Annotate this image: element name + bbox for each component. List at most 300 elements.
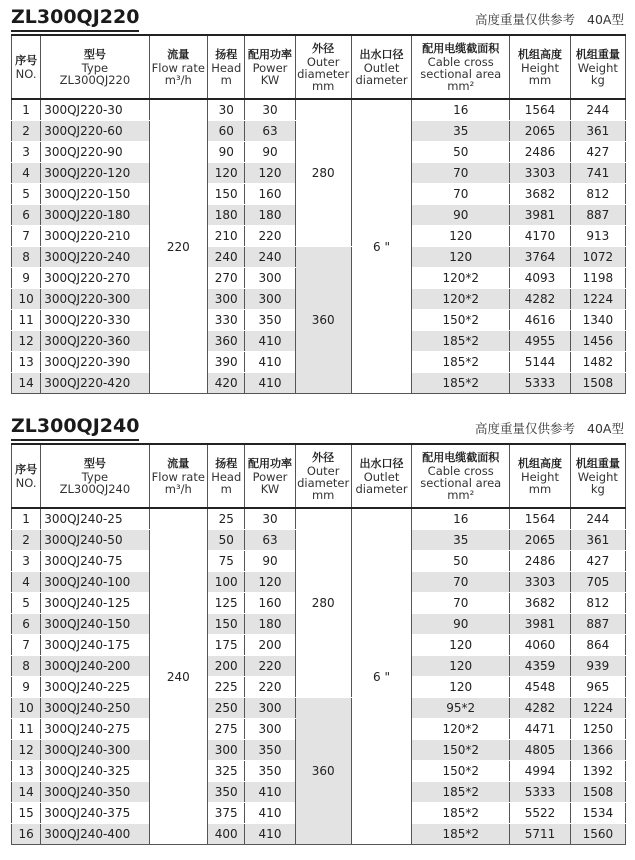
row-power: 63	[245, 530, 295, 551]
row-no: 8	[12, 656, 41, 677]
section-title: ZL300QJ240	[11, 415, 139, 441]
header-cable-en2: sectional area	[420, 475, 502, 490]
row-height: 4282	[510, 698, 570, 719]
row-model: 300QJ240-175	[41, 635, 149, 656]
reference-note-type: 40A型	[587, 421, 624, 436]
row-height: 4955	[510, 331, 570, 352]
row-no: 1	[12, 508, 41, 530]
row-weight: 864	[570, 635, 625, 656]
row-cable: 50	[412, 142, 510, 163]
row-height: 3303	[510, 163, 570, 184]
table-row	[12, 508, 626, 530]
row-head: 270	[207, 268, 245, 289]
header-no-en: NO.	[15, 475, 37, 490]
header-cable-en2: sectional area	[420, 66, 502, 81]
row-no: 11	[12, 719, 41, 740]
row-no: 3	[12, 142, 41, 163]
row-power: 300	[245, 268, 295, 289]
row-height: 3682	[510, 593, 570, 614]
row-power: 120	[245, 572, 295, 593]
row-power: 180	[245, 614, 295, 635]
row-head: 300	[207, 289, 245, 310]
header-head-en2: m	[220, 481, 232, 496]
row-model: 300QJ220-240	[41, 247, 149, 268]
header-outer-en2: diameter	[297, 66, 350, 81]
header-cable-en1: Cable cross	[427, 54, 494, 69]
reference-note-type: 40A型	[587, 12, 624, 27]
row-head: 330	[207, 310, 245, 331]
row-height: 4170	[510, 226, 570, 247]
row-no: 6	[12, 205, 41, 226]
row-head: 60	[207, 121, 245, 142]
header-weight-zh: 机组重量	[575, 456, 620, 470]
row-cable: 120*2	[412, 289, 510, 310]
header-no-zh: 序号	[15, 53, 38, 67]
table-header-row	[12, 444, 626, 508]
row-model: 300QJ220-270	[41, 268, 149, 289]
spec-table	[11, 34, 626, 394]
header-no	[12, 444, 41, 508]
row-height: 3682	[510, 184, 570, 205]
row-height: 4616	[510, 310, 570, 331]
header-power-en1: Power	[252, 469, 288, 484]
row-power: 410	[245, 824, 295, 845]
row-power: 300	[245, 289, 295, 310]
row-model: 300QJ240-125	[41, 593, 149, 614]
header-height	[510, 444, 570, 508]
header-head	[207, 35, 245, 99]
row-height: 3981	[510, 205, 570, 226]
row-model: 300QJ220-300	[41, 289, 149, 310]
row-height: 2486	[510, 551, 570, 572]
row-head: 375	[207, 803, 245, 824]
row-no: 15	[12, 803, 41, 824]
header-head-en1: Head	[211, 469, 242, 484]
row-height: 1564	[510, 508, 570, 530]
row-height: 2486	[510, 142, 570, 163]
row-cable: 35	[412, 530, 510, 551]
row-power: 200	[245, 635, 295, 656]
row-power: 220	[245, 656, 295, 677]
row-height: 5522	[510, 803, 570, 824]
header-flow-zh: 流量	[167, 456, 190, 470]
row-cable: 120*2	[412, 719, 510, 740]
row-cable: 70	[412, 163, 510, 184]
row-height: 1564	[510, 99, 570, 121]
row-weight: 913	[570, 226, 625, 247]
row-power: 410	[245, 352, 295, 373]
header-height-zh: 机组高度	[517, 47, 562, 61]
row-head: 25	[207, 508, 245, 530]
row-weight: 1456	[570, 331, 625, 352]
header-outlet-en1: Outlet	[363, 469, 400, 484]
header-weight-en2: kg	[590, 481, 605, 496]
row-head: 200	[207, 656, 245, 677]
row-cable: 120	[412, 247, 510, 268]
header-outer-en1: Outer	[306, 54, 340, 69]
row-cable: 70	[412, 593, 510, 614]
header-height-en2: mm	[528, 72, 552, 87]
row-power: 300	[245, 719, 295, 740]
header-type-en1: Type	[81, 60, 109, 75]
row-no: 2	[12, 121, 41, 142]
row-power: 350	[245, 761, 295, 782]
header-outlet-en2: diameter	[355, 481, 408, 496]
row-model: 300QJ240-375	[41, 803, 149, 824]
header-cable-en3: mm²	[447, 487, 475, 502]
outer-diameter-value: 280	[295, 508, 351, 698]
row-no: 14	[12, 373, 41, 394]
row-cable: 185*2	[412, 824, 510, 845]
header-height-en1: Height	[520, 60, 559, 75]
row-no: 11	[12, 310, 41, 331]
row-no: 1	[12, 99, 41, 121]
row-height: 5144	[510, 352, 570, 373]
header-height-en2: mm	[528, 481, 552, 496]
header-outlet	[351, 444, 411, 508]
row-power: 300	[245, 698, 295, 719]
header-outlet-en1: Outlet	[363, 60, 400, 75]
row-no: 4	[12, 572, 41, 593]
header-head-zh: 扬程	[215, 47, 238, 61]
row-weight: 741	[570, 163, 625, 184]
row-weight: 705	[570, 572, 625, 593]
header-type-en1: Type	[81, 469, 109, 484]
row-weight: 812	[570, 593, 625, 614]
row-height: 4093	[510, 268, 570, 289]
outer-diameter-value: 360	[295, 247, 351, 394]
row-no: 3	[12, 551, 41, 572]
row-weight: 244	[570, 508, 625, 530]
header-flow	[149, 444, 207, 508]
row-head: 120	[207, 163, 245, 184]
row-weight: 1482	[570, 352, 625, 373]
header-type	[41, 444, 149, 508]
row-cable: 120	[412, 635, 510, 656]
row-height: 4060	[510, 635, 570, 656]
row-cable: 185*2	[412, 373, 510, 394]
row-cable: 150*2	[412, 761, 510, 782]
header-outer	[295, 444, 351, 508]
section-title-row	[11, 4, 626, 34]
row-head: 180	[207, 205, 245, 226]
row-height: 3764	[510, 247, 570, 268]
row-power: 160	[245, 184, 295, 205]
row-weight: 1072	[570, 247, 625, 268]
row-power: 30	[245, 508, 295, 530]
row-power: 160	[245, 593, 295, 614]
row-head: 150	[207, 614, 245, 635]
outer-diameter-value: 280	[295, 99, 351, 247]
row-power: 63	[245, 121, 295, 142]
row-no: 5	[12, 184, 41, 205]
header-flow-en2: m³/h	[164, 72, 192, 87]
header-weight	[570, 444, 625, 508]
row-height: 4282	[510, 289, 570, 310]
row-no: 7	[12, 635, 41, 656]
header-cable-zh: 配用电缆截面积	[422, 450, 500, 464]
row-height: 5711	[510, 824, 570, 845]
header-outer-en1: Outer	[306, 463, 340, 478]
row-power: 90	[245, 142, 295, 163]
row-cable: 150*2	[412, 740, 510, 761]
table-row	[12, 698, 626, 719]
row-model: 300QJ240-75	[41, 551, 149, 572]
row-model: 300QJ220-420	[41, 373, 149, 394]
row-weight: 965	[570, 677, 625, 698]
spec-table	[11, 443, 626, 845]
row-no: 10	[12, 698, 41, 719]
reference-note	[463, 10, 624, 28]
row-head: 90	[207, 142, 245, 163]
row-no: 12	[12, 331, 41, 352]
row-cable: 95*2	[412, 698, 510, 719]
row-head: 125	[207, 593, 245, 614]
row-model: 300QJ220-90	[41, 142, 149, 163]
row-no: 9	[12, 268, 41, 289]
row-model: 300QJ240-50	[41, 530, 149, 551]
row-model: 300QJ240-350	[41, 782, 149, 803]
row-cable: 150*2	[412, 310, 510, 331]
header-head-zh: 扬程	[215, 456, 238, 470]
flow-rate-value: 220	[149, 99, 207, 394]
table-row	[12, 247, 626, 268]
row-power: 90	[245, 551, 295, 572]
header-outer-en2: diameter	[297, 475, 350, 490]
row-weight: 1560	[570, 824, 625, 845]
row-weight: 939	[570, 656, 625, 677]
header-type-en2: ZL300QJ220	[59, 72, 131, 87]
row-model: 300QJ220-210	[41, 226, 149, 247]
row-model: 300QJ240-25	[41, 508, 149, 530]
row-no: 8	[12, 247, 41, 268]
row-no: 7	[12, 226, 41, 247]
row-head: 100	[207, 572, 245, 593]
reference-note-text: 高度重量仅供参考	[475, 12, 576, 27]
row-head: 400	[207, 824, 245, 845]
row-cable: 90	[412, 205, 510, 226]
row-no: 13	[12, 352, 41, 373]
row-cable: 70	[412, 184, 510, 205]
row-weight: 887	[570, 614, 625, 635]
row-no: 5	[12, 593, 41, 614]
row-weight: 1534	[570, 803, 625, 824]
header-type	[41, 35, 149, 99]
row-head: 225	[207, 677, 245, 698]
row-head: 150	[207, 184, 245, 205]
row-weight: 361	[570, 530, 625, 551]
row-head: 300	[207, 740, 245, 761]
row-height: 2065	[510, 530, 570, 551]
row-weight: 427	[570, 551, 625, 572]
header-outlet-en2: diameter	[355, 72, 408, 87]
row-power: 180	[245, 205, 295, 226]
row-weight: 1224	[570, 289, 625, 310]
row-weight: 1366	[570, 740, 625, 761]
flow-rate-value: 240	[149, 508, 207, 845]
header-cable-en3: mm²	[447, 78, 475, 93]
row-model: 300QJ220-60	[41, 121, 149, 142]
header-no	[12, 35, 41, 99]
reference-note	[463, 419, 624, 437]
row-weight: 1198	[570, 268, 625, 289]
header-height-en1: Height	[520, 469, 559, 484]
row-head: 420	[207, 373, 245, 394]
row-model: 300QJ220-330	[41, 310, 149, 331]
row-height: 4805	[510, 740, 570, 761]
header-flow	[149, 35, 207, 99]
row-head: 75	[207, 551, 245, 572]
row-model: 300QJ240-150	[41, 614, 149, 635]
row-weight: 1250	[570, 719, 625, 740]
header-outer-zh: 外径	[312, 450, 335, 464]
row-no: 6	[12, 614, 41, 635]
row-head: 240	[207, 247, 245, 268]
row-power: 410	[245, 803, 295, 824]
row-no: 2	[12, 530, 41, 551]
row-cable: 16	[412, 99, 510, 121]
row-weight: 361	[570, 121, 625, 142]
row-model: 300QJ220-120	[41, 163, 149, 184]
row-model: 300QJ240-225	[41, 677, 149, 698]
spec-section-zl300qj240	[11, 413, 626, 845]
table-header-row	[12, 35, 626, 99]
row-weight: 1340	[570, 310, 625, 331]
row-no: 10	[12, 289, 41, 310]
row-power: 120	[245, 163, 295, 184]
row-model: 300QJ240-275	[41, 719, 149, 740]
row-height: 3981	[510, 614, 570, 635]
row-power: 350	[245, 740, 295, 761]
row-cable: 16	[412, 508, 510, 530]
row-head: 50	[207, 530, 245, 551]
row-no: 13	[12, 761, 41, 782]
header-weight-zh: 机组重量	[575, 47, 620, 61]
outlet-diameter-value: 6 "	[351, 99, 411, 394]
row-power: 410	[245, 782, 295, 803]
row-power: 410	[245, 331, 295, 352]
header-outer-zh: 外径	[312, 41, 335, 55]
row-model: 300QJ220-390	[41, 352, 149, 373]
row-head: 175	[207, 635, 245, 656]
header-flow-en2: m³/h	[164, 481, 192, 496]
row-weight: 812	[570, 184, 625, 205]
row-head: 350	[207, 782, 245, 803]
row-cable: 120	[412, 226, 510, 247]
row-height: 4471	[510, 719, 570, 740]
row-weight: 244	[570, 99, 625, 121]
row-model: 300QJ240-200	[41, 656, 149, 677]
row-cable: 35	[412, 121, 510, 142]
row-head: 250	[207, 698, 245, 719]
header-outlet-zh: 出水口径	[359, 47, 404, 61]
row-model: 300QJ240-400	[41, 824, 149, 845]
header-cable-zh: 配用电缆截面积	[422, 41, 500, 55]
header-head-en1: Head	[211, 60, 242, 75]
header-cable-en1: Cable cross	[427, 463, 494, 478]
reference-note-text: 高度重量仅供参考	[475, 421, 576, 436]
header-type-zh: 型号	[83, 47, 106, 61]
header-power-zh: 配用功率	[248, 47, 292, 61]
row-weight: 1508	[570, 782, 625, 803]
row-head: 390	[207, 352, 245, 373]
header-cable	[412, 444, 510, 508]
row-cable: 185*2	[412, 782, 510, 803]
header-power-zh: 配用功率	[248, 456, 292, 470]
row-weight: 1224	[570, 698, 625, 719]
header-outer-en3: mm	[311, 487, 335, 502]
row-power: 410	[245, 373, 295, 394]
header-type-zh: 型号	[83, 456, 106, 470]
header-height-zh: 机组高度	[517, 456, 562, 470]
header-height	[510, 35, 570, 99]
row-power: 350	[245, 310, 295, 331]
header-power	[245, 35, 295, 99]
outlet-diameter-value: 6 "	[351, 508, 411, 845]
row-head: 30	[207, 99, 245, 121]
row-height: 5333	[510, 373, 570, 394]
header-outer-en3: mm	[311, 78, 335, 93]
header-outlet	[351, 35, 411, 99]
header-flow-en1: Flow rate	[151, 469, 205, 484]
row-no: 16	[12, 824, 41, 845]
row-height: 3303	[510, 572, 570, 593]
header-weight-en1: Weight	[577, 60, 618, 75]
row-model: 300QJ240-300	[41, 740, 149, 761]
header-head	[207, 444, 245, 508]
row-no: 14	[12, 782, 41, 803]
row-cable: 185*2	[412, 331, 510, 352]
header-weight-en2: kg	[590, 72, 605, 87]
row-no: 9	[12, 677, 41, 698]
header-weight	[570, 35, 625, 99]
header-power	[245, 444, 295, 508]
header-flow-en1: Flow rate	[151, 60, 205, 75]
header-weight-en1: Weight	[577, 469, 618, 484]
row-cable: 120*2	[412, 268, 510, 289]
row-model: 300QJ240-100	[41, 572, 149, 593]
row-height: 2065	[510, 121, 570, 142]
section-title-row	[11, 413, 626, 443]
row-model: 300QJ220-150	[41, 184, 149, 205]
header-flow-zh: 流量	[167, 47, 190, 61]
row-cable: 90	[412, 614, 510, 635]
row-power: 220	[245, 226, 295, 247]
row-power: 240	[245, 247, 295, 268]
row-height: 5333	[510, 782, 570, 803]
row-weight: 427	[570, 142, 625, 163]
row-no: 4	[12, 163, 41, 184]
row-head: 360	[207, 331, 245, 352]
section-title: ZL300QJ220	[11, 6, 139, 32]
row-weight: 1508	[570, 373, 625, 394]
row-weight: 1392	[570, 761, 625, 782]
header-no-en: NO.	[15, 66, 37, 81]
header-head-en2: m	[220, 72, 232, 87]
row-weight: 887	[570, 205, 625, 226]
outer-diameter-value: 360	[295, 698, 351, 845]
row-head: 325	[207, 761, 245, 782]
row-cable: 185*2	[412, 352, 510, 373]
row-cable: 185*2	[412, 803, 510, 824]
header-cable	[412, 35, 510, 99]
row-head: 275	[207, 719, 245, 740]
row-cable: 50	[412, 551, 510, 572]
row-model: 300QJ220-30	[41, 99, 149, 121]
header-type-en2: ZL300QJ240	[59, 481, 131, 496]
row-cable: 120	[412, 677, 510, 698]
spec-section-zl300qj220	[11, 4, 626, 394]
